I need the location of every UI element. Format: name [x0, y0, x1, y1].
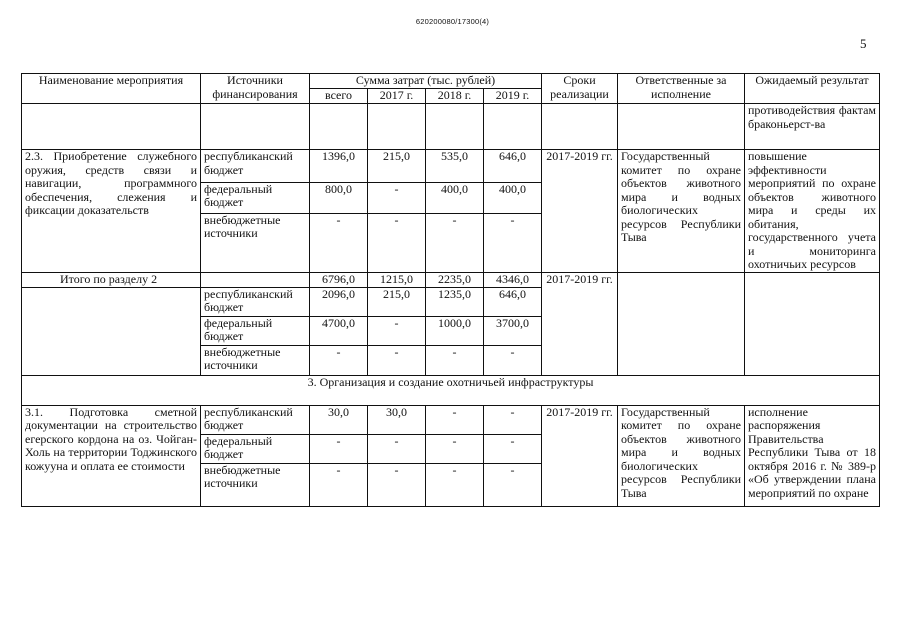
sum-total: 30,0 — [310, 405, 368, 434]
sum-total: 6796,0 — [310, 272, 368, 287]
sum-2019: - — [484, 405, 542, 434]
measure-name: 2.3. Приобретение служебного оружия, средств связи и навигации, программного обеспечения, слежения и фиксации доказательств — [22, 150, 201, 273]
sum-2019: - — [484, 434, 542, 463]
sum-2018: - — [426, 405, 484, 434]
header-2019: 2019 г. — [484, 89, 542, 104]
sum-2018: - — [426, 463, 484, 506]
funding-source: республиканский бюджет — [201, 287, 310, 316]
table-row — [22, 272, 880, 287]
sum-2018: - — [426, 434, 484, 463]
sum-2017: - — [368, 345, 426, 375]
table-header-row — [22, 74, 880, 89]
sum-2017: 1215,0 — [368, 272, 426, 287]
sum-2017: - — [368, 463, 426, 506]
sum-2019: 3700,0 — [484, 316, 542, 345]
funding-source: внебюджетные источники — [201, 213, 310, 272]
sum-2019: 646,0 — [484, 150, 542, 183]
table-row — [22, 104, 880, 150]
sum-2017: 215,0 — [368, 150, 426, 183]
sum-2017: 30,0 — [368, 405, 426, 434]
terms-cell: 2017-2019 гг. — [542, 150, 618, 273]
sum-total: - — [310, 345, 368, 375]
terms-cell: 2017-2019 гг. — [542, 405, 618, 506]
sum-total: 2096,0 — [310, 287, 368, 316]
sum-total: 800,0 — [310, 182, 368, 213]
header-sources: Источники финансирования — [201, 74, 310, 104]
sum-2019: 400,0 — [484, 182, 542, 213]
sum-2017: - — [368, 434, 426, 463]
sum-2017: - — [368, 213, 426, 272]
sum-2019: - — [484, 213, 542, 272]
sum-total: 4700,0 — [310, 316, 368, 345]
header-total: всего — [310, 89, 368, 104]
header-responsible: Ответственные за исполнение — [618, 74, 745, 104]
sum-2018: 1000,0 — [426, 316, 484, 345]
header-2018: 2018 г. — [426, 89, 484, 104]
header-terms: Сроки реализации — [542, 74, 618, 104]
funding-source: федеральный бюджет — [201, 182, 310, 213]
responsible-cell: Государственный комитет по охране объектов животного мира и водных биологических ресурсов Республики Тыва — [618, 150, 745, 273]
funding-source: внебюджетные источники — [201, 463, 310, 506]
terms-cell: 2017-2019 гг. — [542, 272, 618, 375]
funding-source: республиканский бюджет — [201, 150, 310, 183]
section-total-label: Итого по разделу 2 — [22, 272, 201, 287]
funding-source: федеральный бюджет — [201, 434, 310, 463]
result-cell: исполнение распоряжения Правительства Республики Тыва от 18 октября 2016 г. № 389-р «Об утверждении плана мероприятий по охране — [745, 405, 880, 506]
sum-2018: 400,0 — [426, 182, 484, 213]
measure-name: 3.1. Подготовка сметной документации на строительство егерского кордона на оз. Чойган-Холь на территории Тоджинского кожууна и оплата ее стоимости — [22, 405, 201, 506]
sum-2017: 215,0 — [368, 287, 426, 316]
table-row — [22, 150, 880, 183]
result-cell: противодействия фактам браконьерст-ва — [745, 104, 880, 150]
sum-2019: - — [484, 345, 542, 375]
sum-total: - — [310, 213, 368, 272]
sum-2018: 535,0 — [426, 150, 484, 183]
header-sum: Сумма затрат (тыс. рублей) — [310, 74, 542, 89]
measures-table — [21, 73, 880, 507]
sum-2018: - — [426, 213, 484, 272]
sum-2017: - — [368, 316, 426, 345]
sum-2018: - — [426, 345, 484, 375]
sum-2017: - — [368, 182, 426, 213]
header-name: Наименование мероприятия — [22, 74, 201, 104]
responsible-cell: Государственный комитет по охране объектов животного мира и водных биологических ресурсов Республики Тыва — [618, 405, 745, 506]
sum-2019: - — [484, 463, 542, 506]
sum-2019: 646,0 — [484, 287, 542, 316]
sum-total: 1396,0 — [310, 150, 368, 183]
funding-source: внебюджетные источники — [201, 345, 310, 375]
page-number: 5 — [860, 36, 867, 51]
sum-2018: 1235,0 — [426, 287, 484, 316]
sum-total: - — [310, 463, 368, 506]
sum-2018: 2235,0 — [426, 272, 484, 287]
result-cell: повышение эффективности мероприятий по охране объектов животного мира и среды их обитания, государственного учета и мониторинга охотничьих ресурсов — [745, 150, 880, 273]
sum-total: - — [310, 434, 368, 463]
section-title: 3. Организация и создание охотничьей инфраструктуры — [22, 375, 880, 405]
header-2017: 2017 г. — [368, 89, 426, 104]
table-row — [22, 405, 880, 434]
sum-2019: 4346,0 — [484, 272, 542, 287]
funding-source: федеральный бюджет — [201, 316, 310, 345]
header-result: Ожидаемый результат — [745, 74, 880, 104]
section-header-row — [22, 375, 880, 405]
document-code: 620200080/17300(4) — [415, 17, 490, 26]
funding-source: республиканский бюджет — [201, 405, 310, 434]
